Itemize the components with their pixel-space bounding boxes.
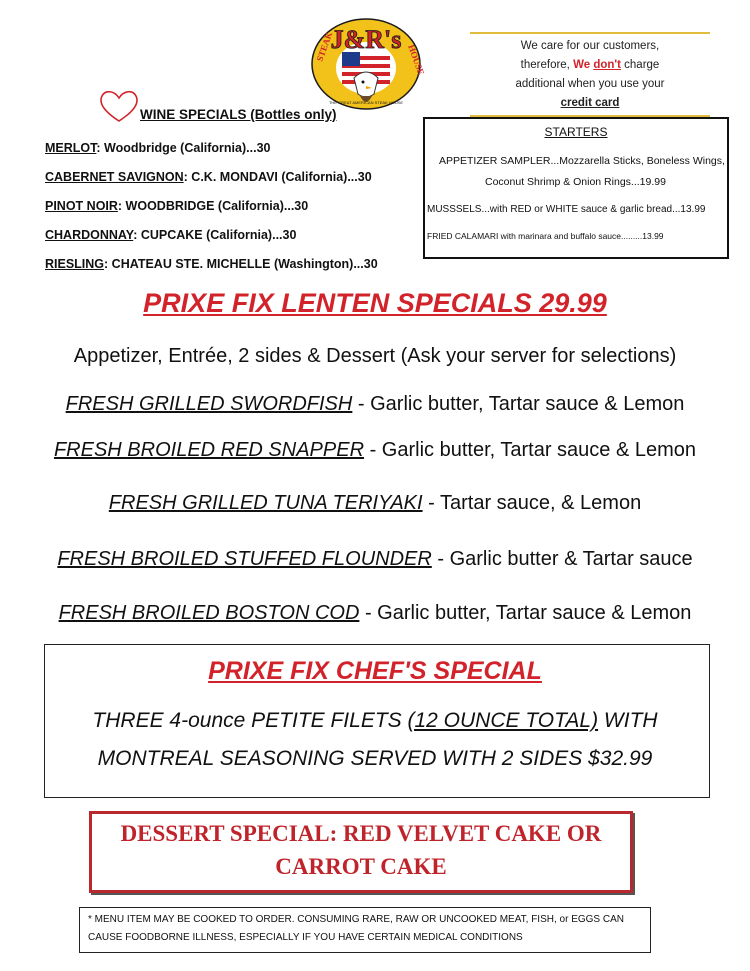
dessert-special-line-2: CARROT CAKE [275, 854, 447, 879]
eagle-flag-logo-graphic [308, 16, 427, 112]
starter-mussels: MUSSSELS...with RED or WHITE sauce & garlic bread...13.99 [427, 204, 706, 215]
lenten-item-flounder: FRESH BROILED STUFFED FLOUNDER - Garlic butter & Tartar sauce [57, 548, 693, 570]
heart-icon [98, 88, 140, 124]
food-safety-disclaimer [79, 907, 651, 953]
lenten-item-red-snapper: FRESH BROILED RED SNAPPER - Garlic butter, Tartar sauce & Lemon [53, 439, 697, 461]
starters-box [423, 117, 729, 259]
notice-line-1: We care for our customers, [520, 40, 660, 52]
disclaimer-line-2: CAUSE FOODBORNE ILLNESS, ESPECIALLY IF YOU HAVE CERTAIN MEDICAL CONDITIONS [88, 932, 523, 943]
lenten-item-tuna: FRESH GRILLED TUNA TERIYAKI - Tartar sauce, & Lemon [108, 492, 642, 514]
lenten-item-cod: FRESH BROILED BOSTON COD - Garlic butter, Tartar sauce & Lemon [58, 602, 692, 624]
chef-special-title: PRIXE FIX CHEF'S SPECIAL [208, 657, 542, 685]
notice-line-4: credit card [560, 97, 620, 109]
lenten-subtitle: Appetizer, Entrée, 2 sides & Dessert (Ask your server for selections) [73, 345, 677, 367]
notice-text [470, 34, 710, 115]
wine-item-merlot: MERLOT: Woodbridge (California)...30 [45, 141, 271, 155]
starters-title: STARTERS [544, 125, 608, 139]
svg-text:HOUSE: HOUSE [406, 43, 427, 77]
chef-special-line-2: MONTREAL SEASONING SERVED WITH 2 SIDES $32.99 [97, 747, 653, 770]
svg-text:J&R's: J&R's [330, 25, 402, 54]
notice-line-3: additional when you use your [515, 78, 665, 90]
chef-special-line-1: THREE 4-ounce PETITE FILETS (12 OUNCE TOTAL) WITH [92, 709, 658, 732]
dessert-special-line-1: DESSERT SPECIAL: RED VELVET CAKE OR [120, 821, 602, 846]
credit-card-notice [470, 32, 710, 117]
notice-line-2: therefore, We don't charge [520, 59, 660, 71]
wine-item-chardonnay: CHARDONNAY: CUPCAKE (California)...30 [45, 228, 297, 242]
lenten-item-swordfish: FRESH GRILLED SWORDFISH - Garlic butter, Tartar sauce & Lemon [65, 393, 685, 415]
restaurant-logo [308, 16, 427, 112]
disclaimer-line-1: * MENU ITEM MAY BE COOKED TO ORDER. CONSUMING RARE, RAW OR UNCOOKED MEAT, FISH, or EGGS CAN [88, 914, 624, 925]
svg-text:STEAK: STEAK [314, 30, 335, 63]
wine-item-pinot-noir: PINOT NOIR: WOODBRIDGE (California)...30 [45, 199, 309, 213]
wine-item-riesling: RIESLING: CHATEAU STE. MICHELLE (Washington)...30 [45, 257, 378, 271]
starter-sampler-line-1: APPETIZER SAMPLER...Mozzarella Sticks, Boneless Wings, [439, 155, 725, 167]
starter-sampler-line-2: Coconut Shrimp & Onion Rings...19.99 [485, 176, 666, 188]
wine-item-cabernet: CABERNET SAVIGNON: C.K. MONDAVI (California)...30 [45, 170, 372, 184]
lenten-specials-title: PRIXE FIX LENTEN SPECIALS 29.99 [143, 288, 607, 318]
starter-calamari: FRIED CALAMARI with marinara and buffalo sauce.........13.99 [427, 231, 664, 241]
svg-text:THE GREAT AMERICAN STEAK HOUSE: THE GREAT AMERICAN STEAK HOUSE [328, 100, 404, 105]
wine-specials-title: WINE SPECIALS (Bottles only) [140, 107, 337, 122]
